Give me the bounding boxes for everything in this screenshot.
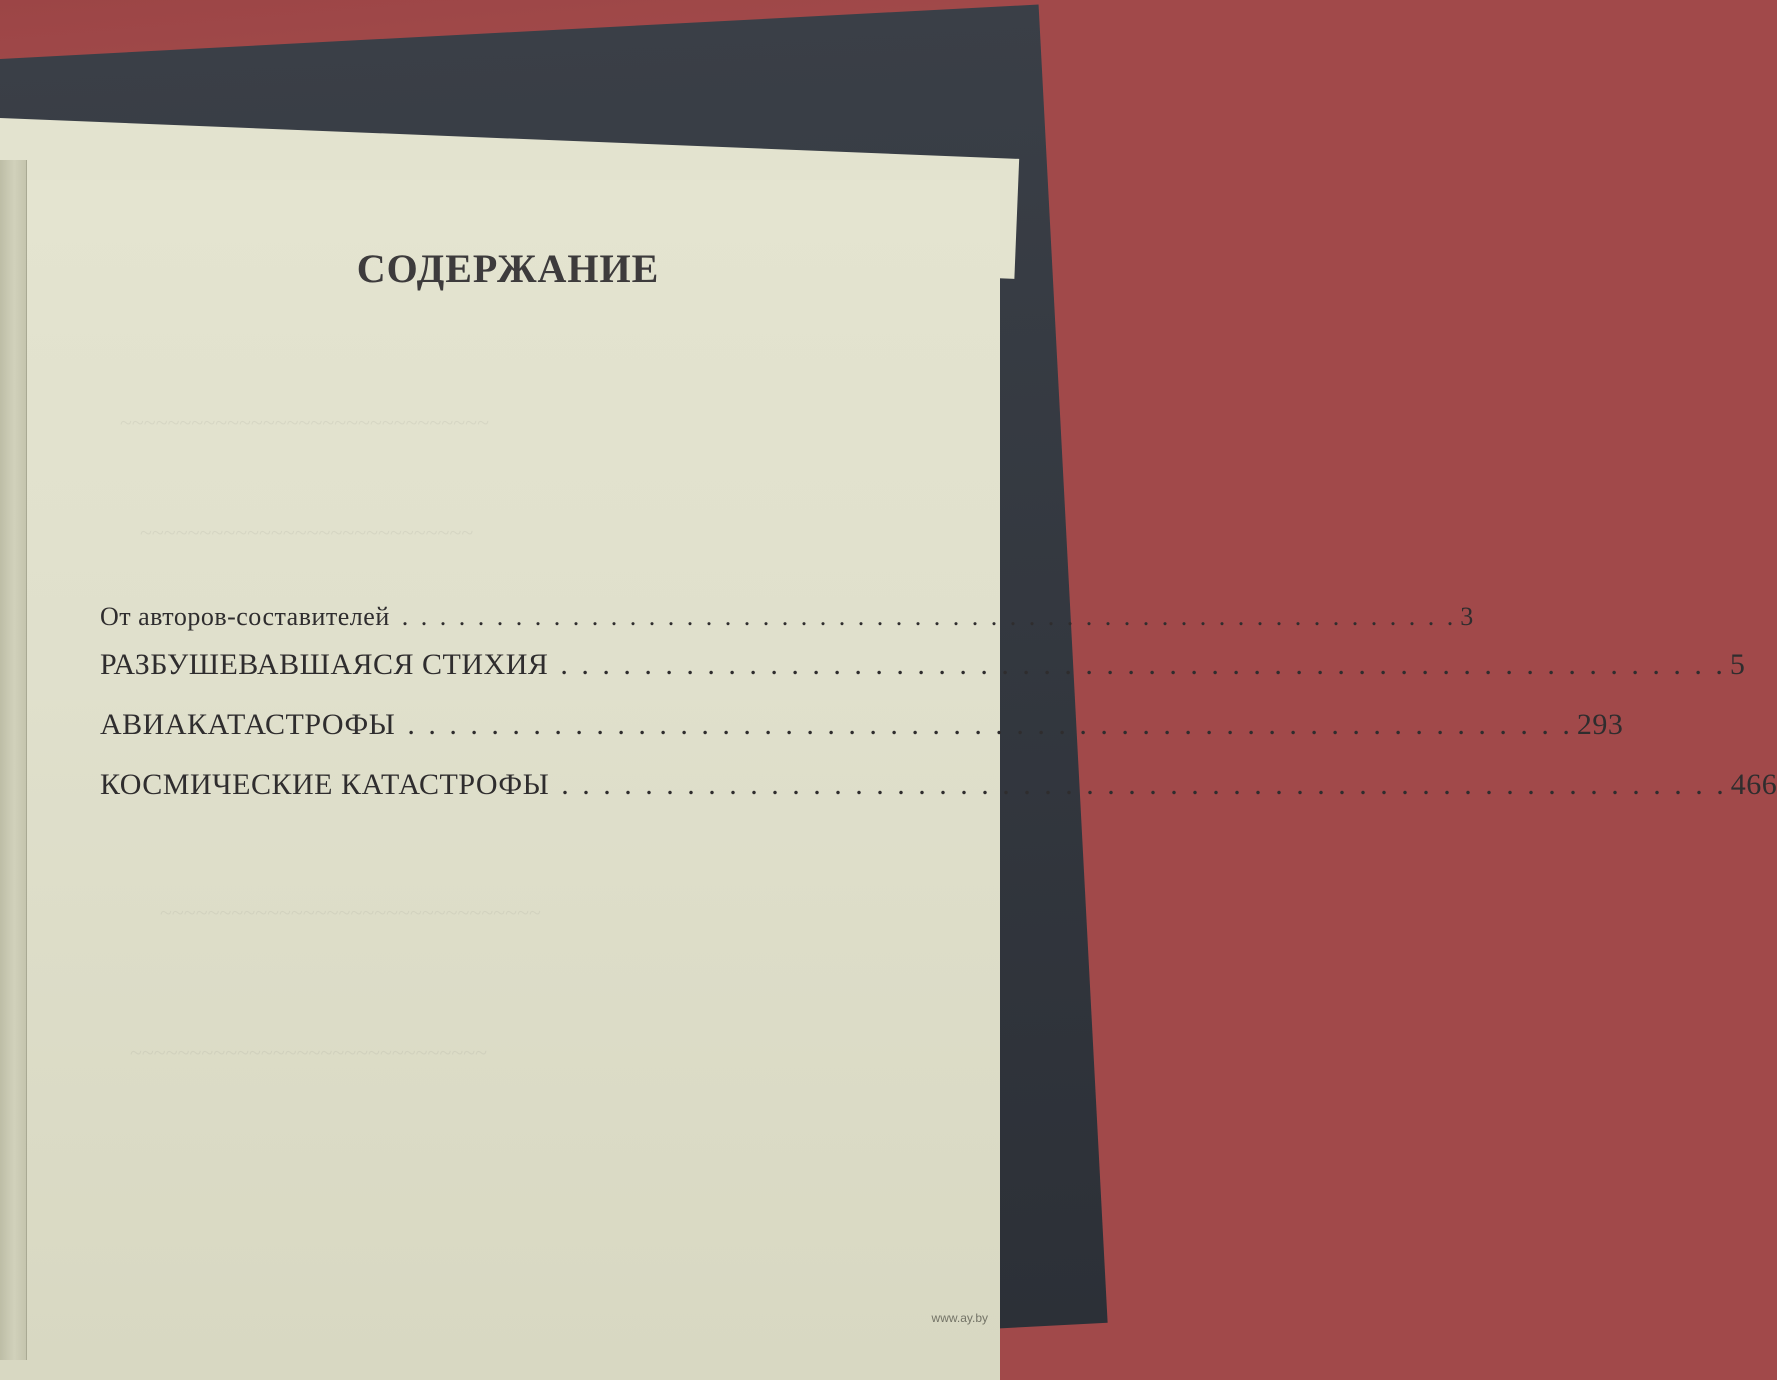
toc-entry-label: РАЗБУШЕВАВШАЯСЯ СТИХИЯ	[100, 648, 549, 681]
site-watermark: www.ay.by	[931, 1311, 988, 1325]
show-through-text: ~~~~~~~~~~~~~~~~~~~~~~~~~~~~~~~~	[160, 900, 541, 925]
toc-entry	[100, 708, 1624, 768]
show-through-text: ~~~~~~~~~~~~~~~~~~~~~~~~~~~~	[140, 520, 474, 545]
toc-entry-label: От авторов-составителей	[100, 602, 390, 631]
table-of-contents	[100, 596, 1777, 828]
toc-entry	[100, 648, 1746, 708]
dot-leader: . . . . . . . . . . . . . . . . . . . . . . . . . . . . . . . . . . . . . . . . . . . . . . . . . . . . . . . .	[560, 648, 1726, 681]
toc-page-number: 466	[1730, 768, 1777, 801]
toc-entry	[100, 602, 1474, 648]
dot-leader: . . . . . . . . . . . . . . . . . . . . . . . . . . . . . . . . . . . . . . . . . . . . . . . . . . . . . . . .	[401, 602, 1457, 631]
dot-leader: . . . . . . . . . . . . . . . . . . . . . . . . . . . . . . . . . . . . . . . . . . . . . . . . . . . . . . . .	[407, 708, 1573, 741]
show-through-text: ~~~~~~~~~~~~~~~~~~~~~~~~~~~~~~~	[120, 410, 489, 435]
show-through-text: ~~~~~~~~~~~~~~~~~~~~~~~~~~~~~~	[130, 1040, 488, 1065]
toc-entry-label: АВИАКАТАСТРОФЫ	[100, 708, 396, 741]
dot-leader: . . . . . . . . . . . . . . . . . . . . . . . . . . . . . . . . . . . . . . . . . . . . . . . . . . . . . . . .	[561, 768, 1727, 801]
toc-page-number: 3	[1460, 602, 1474, 631]
page-gutter	[0, 160, 27, 1360]
page-title: СОДЕРЖАНИЕ	[356, 246, 660, 291]
toc-entry-label: КОСМИЧЕСКИЕ КАТАСТРОФЫ	[100, 768, 550, 801]
toc-page-number: 5	[1729, 648, 1746, 681]
toc-page-number: 293	[1576, 708, 1624, 741]
toc-entry	[100, 768, 1777, 828]
